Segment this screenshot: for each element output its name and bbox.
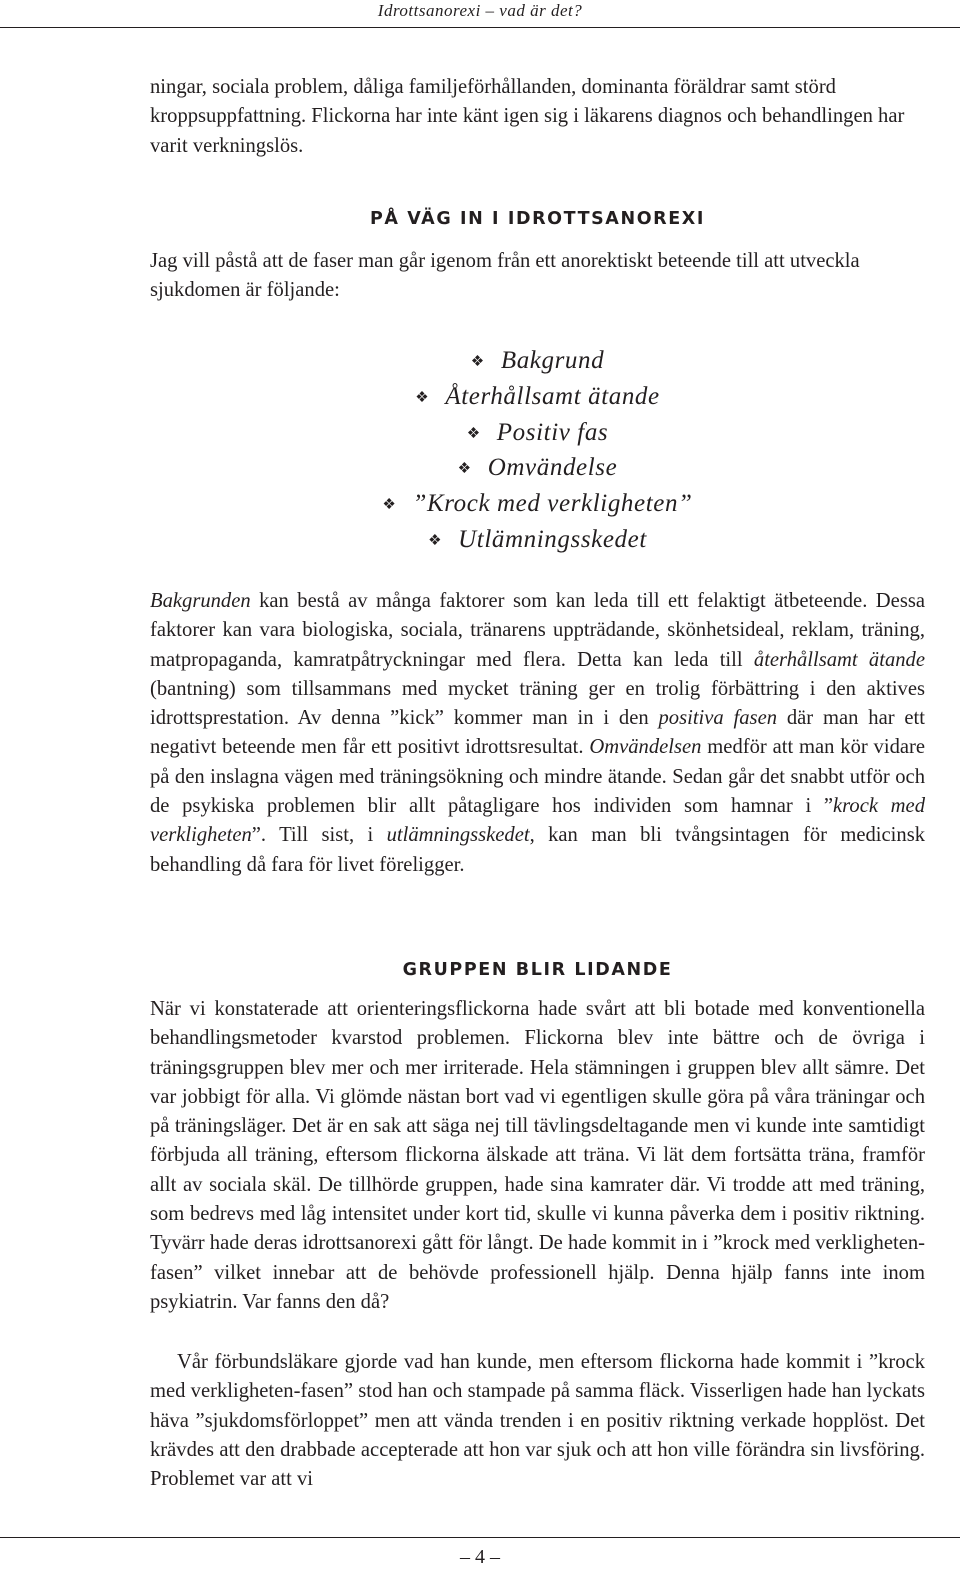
diamond-bullet-icon: ❖ [415, 389, 430, 406]
term-krock-med-verkligheten: krock med verkligheten [150, 795, 925, 847]
section2-paragraph-1: När vi konstaterade att orienteringsflickorna hade svårt att bli botade med konventionella behandlingsmetoder kvarstod problemen. Flickorna blev inte bättre och de övriga i träningsgruppen blev mer och mer irriterade. Hela stämningen i gruppen blev allt sämre. Det var jobbigt för alla. Vi glömde nästan bort vad vi egentligen skulle göra på våra träningar och på träningsläger. Det är en sak att säga nej till tävlingsdeltagande men vi kunde inte samtidigt förbjuda all träning, eftersom flickorna älskade att träna. Vi lät dem fortsätta träna, framför allt av sociala skäl. De tillhörde gruppen, hade sina kamrater där. Vi trodde att med träning, som bedrevs med låg intensitet under kort tid, skulle vi kunna påverka dem i positiv riktning. Tyvärr hade deras idrottsanorexi gått för långt. De hade kommit in i ”krock med verkligheten-fasen” vilket innebar att de behövde professionell hjälp. Denna hjälp fanns inte inom psykiatrin. Var fanns den då? [150, 998, 925, 1313]
phase-item [150, 450, 925, 486]
diamond-bullet-icon: ❖ [466, 425, 481, 442]
body-text: där man har ett negativt beteende men får ett positivt idrottsresultat. [150, 707, 925, 759]
phase-item [150, 343, 925, 379]
term-omvandelsen: Omvändelsen [589, 736, 702, 759]
diamond-bullet-icon: ❖ [457, 461, 472, 478]
phase-label: Utlämningsskedet [458, 525, 647, 553]
phase-label: Positiv fas [496, 418, 609, 446]
section2-paragraph-2: Vår förbundsläkare gjorde vad han kunde, men eftersom flickorna hade kommit i ”krock med verkligheten-fasen” stod han och stampade på samma fläck. Visserligen hade han lyckats häva ”sjukdomsförloppet” men att vända trenden i en positiv riktning verkade hopplöst. Det krävdes att den drabbade accepterade att hon var sjuk och att hon ville förändra sin livsföring. Problemet var att vi [150, 1351, 925, 1491]
header-rule [0, 27, 960, 28]
diamond-bullet-icon: ❖ [470, 354, 485, 370]
phase-item [150, 415, 925, 451]
body-text: kan bestå av många faktorer som kan leda till ett felaktigt ätbeteende. Dessa faktorer kan vara biologiska, sociala, tränarens uppträdande, skönhetsideal, reklam, träning, matpropaganda, kamratpåtryckningar med flera. Detta kan leda till [150, 590, 925, 671]
phase-label: Omvändelse [487, 454, 618, 482]
intro-paragraph: ningar, sociala problem, dåliga familjeförhållanden, dominanta föräldrar samt störd kroppsuppfattning. Flickorna har inte känt igen sig i läkarens diagnos och behandlingen har varit verkningslös. [150, 76, 905, 157]
body-text: (bantning) som tillsammans med mycket träning ger en trolig förbättring i den aktives idrottsprestation. Av denna ”kick” kommer man in i den [150, 677, 925, 730]
diamond-bullet-icon: ❖ [382, 497, 397, 514]
term-utlamningsskedet: utlämningsskedet [386, 824, 530, 847]
section1-body-paragraph [150, 587, 925, 880]
body-text: , kan man bli tvångsintagen för medicinsk behandling då fara för livet föreligger. [150, 824, 926, 876]
term-positiva-fasen: positiva fasen [658, 707, 778, 730]
phase-list [150, 343, 925, 558]
phase-label: ”Krock med verkligheten” [412, 490, 693, 518]
phase-item [150, 522, 925, 558]
footer-rule [0, 1537, 960, 1538]
term-aterhallsamt-atande: återhållsamt ätande [753, 648, 925, 671]
term-bakgrunden: Bakgrunden [150, 590, 251, 612]
body-text: medför att man kör vidare på den inslagna vägen med träningsökning och mindre ätande. Sedan går det snabbt utför och de psykiska problemen blir allt påtagligare hos individen som hamnar i ” [150, 736, 926, 818]
section-heading-1: PÅ VÄG IN I IDROTTSANOREXI [369, 209, 706, 229]
section1-lead-paragraph: Jag vill påstå att de faser man går igenom från ett anorektiskt beteende till att utveckla sjukdomen är följande: [150, 250, 860, 302]
body-text: ”. Till sist, i [251, 824, 387, 847]
page-number: – 4 – [460, 1546, 500, 1568]
phase-label: Bakgrund [500, 347, 605, 374]
running-head: Idrottsanorexi – vad är det? [377, 1, 583, 20]
phase-item [150, 486, 925, 522]
section-heading-2: GRUPPEN BLIR LIDANDE [402, 960, 673, 980]
phase-label: Återhållsamt ätande [445, 382, 660, 410]
phase-item [150, 379, 925, 415]
diamond-bullet-icon: ❖ [428, 532, 443, 549]
